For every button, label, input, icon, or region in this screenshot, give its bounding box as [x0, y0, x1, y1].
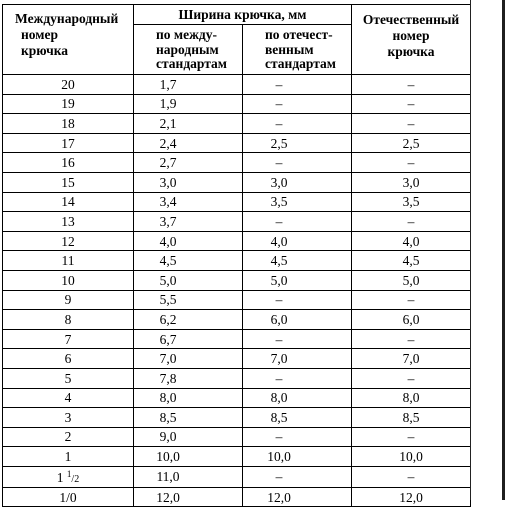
cell-domestic-number: –: [352, 94, 471, 114]
cell-domestic-number: –: [352, 466, 471, 487]
table-row: [3, 94, 471, 114]
cell-intl-number: 8: [3, 310, 134, 330]
table-row: [3, 368, 471, 388]
cell-domestic-number: 3,5: [352, 192, 471, 212]
cell-intl-number: 14: [3, 192, 134, 212]
cell-width-domestic: –: [243, 427, 352, 447]
cell-domestic-number: –: [352, 329, 471, 349]
cell-intl-number: 1/0: [3, 487, 134, 507]
cell-width-intl: 8,5: [134, 408, 243, 428]
cell-intl-number: 9: [3, 290, 134, 310]
header-width-international: [134, 25, 243, 75]
table-row: [3, 487, 471, 507]
cell-domestic-number: –: [352, 153, 471, 173]
header-international-number: [3, 5, 134, 75]
table-row: [3, 251, 471, 271]
cell-width-domestic: –: [243, 466, 352, 487]
cell-domestic-number: –: [352, 427, 471, 447]
cell-intl-number: 4: [3, 388, 134, 408]
cell-intl-number: 2: [3, 427, 134, 447]
header-hook-width: Ширина крючка, мм: [134, 5, 352, 25]
cell-width-domestic: 4,5: [243, 251, 352, 271]
cell-domestic-number: 2,5: [352, 133, 471, 153]
cell-domestic-number: 4,0: [352, 231, 471, 251]
cell-width-intl: 3,4: [134, 192, 243, 212]
cell-domestic-number: 5,0: [352, 270, 471, 290]
cell-intl-number: 1: [3, 447, 134, 467]
right-rule: [470, 0, 471, 500]
cell-width-domestic: –: [243, 153, 352, 173]
table-row: [3, 310, 471, 330]
cell-intl-number: 6: [3, 349, 134, 369]
cell-width-domestic: 5,0: [243, 270, 352, 290]
table-row: [3, 408, 471, 428]
cell-width-intl: 3,0: [134, 172, 243, 192]
table-row: [3, 212, 471, 232]
cell-width-intl: 12,0: [134, 487, 243, 507]
table-row: [3, 172, 471, 192]
cell-intl-number: 13: [3, 212, 134, 232]
table-row: [3, 349, 471, 369]
cell-intl-number: 7: [3, 329, 134, 349]
cell-width-domestic: 3,5: [243, 192, 352, 212]
cell-intl-number: 3: [3, 408, 134, 428]
cell-intl-number: 5: [3, 368, 134, 388]
header-intl-line-2: номер: [21, 27, 58, 42]
header-dom-line-3: крючка: [387, 44, 435, 59]
table-row: [3, 270, 471, 290]
table-row: [3, 133, 471, 153]
cell-width-domestic: 4,0: [243, 231, 352, 251]
table-row: [3, 290, 471, 310]
cell-width-domestic: 8,5: [243, 408, 352, 428]
cell-intl-number: 11: [3, 251, 134, 271]
cell-intl-number: 1 $^1$/2: [3, 466, 134, 487]
table-row: [3, 447, 471, 467]
table-row: [3, 231, 471, 251]
cell-width-domestic: –: [243, 114, 352, 134]
cell-width-domestic: –: [243, 368, 352, 388]
header-sub-dom-line-2: венным: [265, 41, 314, 57]
table-row: [3, 466, 471, 487]
cell-width-domestic: 12,0: [243, 487, 352, 507]
cell-intl-number: 12: [3, 231, 134, 251]
cell-intl-number: 17: [3, 133, 134, 153]
cell-domestic-number: 6,0: [352, 310, 471, 330]
cell-domestic-number: 4,5: [352, 251, 471, 271]
header-domestic-number: [352, 5, 471, 75]
header-sub-dom-line-1: по отечест-: [265, 27, 333, 42]
cell-width-intl: 1,9: [134, 94, 243, 114]
cell-width-intl: 3,7: [134, 212, 243, 232]
header-width-domestic: [243, 25, 352, 75]
cell-width-intl: 6,7: [134, 329, 243, 349]
cell-width-intl: 9,0: [134, 427, 243, 447]
cell-intl-number: 10: [3, 270, 134, 290]
cell-domestic-number: 8,0: [352, 388, 471, 408]
cell-width-intl: 2,1: [134, 114, 243, 134]
cell-domestic-number: –: [352, 75, 471, 95]
cell-width-domestic: 10,0: [243, 447, 352, 467]
cell-width-domestic: 2,5: [243, 133, 352, 153]
cell-domestic-number: –: [352, 290, 471, 310]
header-sub-intl-line-1: по между-: [156, 27, 217, 42]
table-row: [3, 153, 471, 173]
cell-width-domestic: 7,0: [243, 349, 352, 369]
header-intl-line-1: Международный: [15, 11, 119, 26]
cell-domestic-number: –: [352, 212, 471, 232]
cell-width-intl: 2,4: [134, 133, 243, 153]
table-row: [3, 388, 471, 408]
cell-width-intl: 5,5: [134, 290, 243, 310]
cell-width-domestic: –: [243, 94, 352, 114]
cell-intl-number: 15: [3, 172, 134, 192]
header-sub-intl-line-3: стандартам: [156, 56, 227, 71]
header-intl-line-3: крючка: [21, 43, 69, 58]
cell-intl-number: 20: [3, 75, 134, 95]
table-row: [3, 75, 471, 95]
cell-domestic-number: 12,0: [352, 487, 471, 507]
cell-width-domestic: 8,0: [243, 388, 352, 408]
cell-width-intl: 7,8: [134, 368, 243, 388]
cell-width-domestic: –: [243, 329, 352, 349]
cell-domestic-number: –: [352, 368, 471, 388]
cell-domestic-number: 8,5: [352, 408, 471, 428]
cell-width-domestic: –: [243, 75, 352, 95]
cell-domestic-number: 10,0: [352, 447, 471, 467]
cell-width-domestic: –: [243, 212, 352, 232]
cell-intl-number: 16: [3, 153, 134, 173]
cell-width-domestic: –: [243, 290, 352, 310]
cell-width-intl: 5,0: [134, 270, 243, 290]
cell-width-domestic: 6,0: [243, 310, 352, 330]
table-row: [3, 114, 471, 134]
cell-width-intl: 1,7: [134, 75, 243, 95]
table-row: [3, 329, 471, 349]
cell-domestic-number: 3,0: [352, 172, 471, 192]
header-dom-line-2: номер: [392, 28, 430, 43]
cell-intl-number: 18: [3, 114, 134, 134]
table-row: [3, 427, 471, 447]
table-body: [3, 75, 471, 507]
table-row: [3, 192, 471, 212]
hook-size-table: [2, 4, 471, 507]
cell-width-domestic: 3,0: [243, 172, 352, 192]
cell-width-intl: 11,0: [134, 466, 243, 487]
cell-width-intl: 7,0: [134, 349, 243, 369]
cell-width-intl: 8,0: [134, 388, 243, 408]
cell-width-intl: 10,0: [134, 447, 243, 467]
cell-width-intl: 4,0: [134, 231, 243, 251]
header-dom-line-1: Отечественный: [362, 12, 460, 27]
cell-intl-number: 19: [3, 94, 134, 114]
header-sub-dom-line-3: стандартам: [265, 56, 336, 71]
cell-width-intl: 4,5: [134, 251, 243, 271]
cell-domestic-number: –: [352, 114, 471, 134]
header-sub-intl-line-2: народным: [156, 41, 219, 57]
cell-width-intl: 2,7: [134, 153, 243, 173]
cell-width-intl: 6,2: [134, 310, 243, 330]
cell-domestic-number: 7,0: [352, 349, 471, 369]
